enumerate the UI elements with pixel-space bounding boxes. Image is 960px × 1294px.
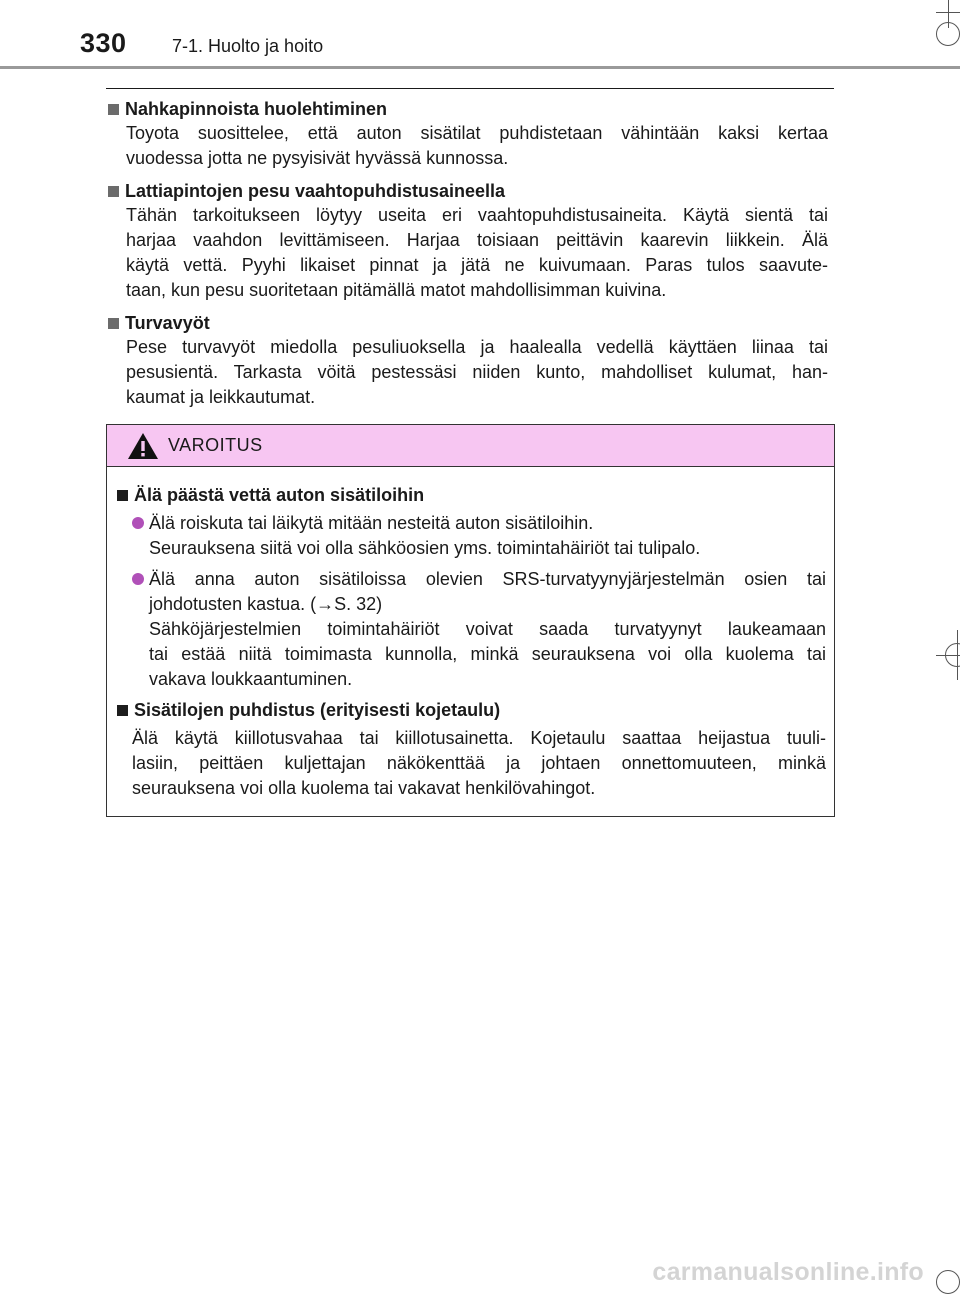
warning-triangle-icon	[127, 432, 159, 460]
round-bullet-icon	[132, 517, 144, 529]
paragraph-line: pesusientä. Tarkasta vöitä pestessäsi niiden kunto, mahdolliset kulumat, han-	[126, 362, 828, 382]
content-top-rule	[106, 88, 834, 89]
paragraph-line: lasiin, peittäen kuljettajan näkökenttää ja johtaen onnettomuuteen, minkä	[132, 753, 826, 773]
section-heading: Turvavyöt	[125, 313, 210, 333]
paragraph-line: Tähän tarkoitukseen löytyy useita eri vaahtopuhdistusaineita. Käytä sientä tai	[126, 205, 828, 225]
square-bullet-icon	[108, 104, 119, 115]
crop-mark-top	[936, 12, 960, 13]
page-reference-link[interactable]: S. 32)	[334, 594, 383, 614]
registration-mark-bottom	[936, 1270, 960, 1294]
paragraph-line: Sähköjärjestelmien toimintahäiriöt voivat saada turvatyynyt laukeamaan	[149, 619, 826, 639]
header-rule	[0, 66, 960, 69]
section-floor-cleaning	[106, 179, 828, 303]
paragraph-line: vakava loukkaantuminen.	[149, 669, 353, 689]
warning-body	[107, 467, 834, 801]
warning-subheading: Sisätilojen puhdistus (erityisesti kojetaulu)	[134, 700, 501, 720]
paragraph-line: Toyota suosittelee, että auton sisätilat puhdistetaan vähintään kaksi kertaa	[126, 123, 828, 143]
paragraph-line: käytä vettä. Pyyhi likaiset pinnat ja jätä ne kuivumaan. Paras tulos saavute-	[126, 255, 828, 275]
section-seatbelts	[106, 311, 828, 410]
paragraph-line: Älä anna auton sisätiloissa olevien SRS-turvatyynyjärjestelmän osien tai	[149, 569, 826, 589]
square-bullet-icon	[117, 490, 128, 501]
section-leather-care	[106, 97, 828, 171]
round-bullet-icon	[132, 573, 144, 585]
paragraph-line: vuodessa jotta ne pysyisivät hyvässä kunnossa.	[126, 148, 509, 168]
section-heading: Lattiapintojen pesu vaahtopuhdistusaineella	[125, 181, 506, 201]
paragraph-line: Pese turvavyöt miedolla pesuliuoksella ja haalealla vedellä käyttäen liinaa tai	[126, 337, 828, 357]
footer-watermark: carmanualsonline.info	[652, 1258, 924, 1286]
paragraph-line: Älä käytä kiillotusvahaa tai kiillotusainetta. Kojetaulu saattaa heijastua tuuli-	[132, 728, 826, 748]
square-bullet-icon	[108, 318, 119, 329]
square-bullet-icon	[117, 705, 128, 716]
body-sections	[106, 97, 828, 418]
paragraph-line: harjaa vaahdon levittämiseen. Harjaa toisiaan peittävin kaarevin liikkein. Älä	[126, 230, 828, 250]
warning-box	[106, 424, 835, 817]
warning-title: VAROITUS	[168, 435, 263, 455]
warning-bullet	[132, 511, 826, 561]
arrow-icon: →	[316, 594, 335, 614]
section-heading: Nahkapinnoista huolehtiminen	[125, 99, 388, 119]
paragraph-line: seurauksena voi olla kuolema tai vakavat henkilövahingot.	[132, 778, 596, 798]
paragraph-line: Älä roiskuta tai läikytä mitään nesteitä auton sisätiloihin.	[149, 513, 594, 533]
warning-bullet	[132, 567, 826, 692]
paragraph-line: Seurauksena siitä voi olla sähköosien yms. toimintahäiriöt tai tulipalo.	[149, 538, 701, 558]
square-bullet-icon	[108, 186, 119, 197]
paragraph-line: kaumat ja leikkautumat.	[126, 387, 316, 407]
paragraph-line: taan, kun pesu suoritetaan pitämällä matot mahdollisimman kuivina.	[126, 280, 667, 300]
section-title: 7-1. Huolto ja hoito	[172, 36, 324, 56]
registration-mark-top	[936, 22, 960, 46]
paragraph-line: tai estää niitä toimimasta kunnolla, minkä seurauksena voi olla kuolema tai	[149, 644, 826, 664]
paragraph-line: johdotusten kastua. (→S. 32)	[149, 594, 383, 614]
page-number: 330	[80, 28, 127, 58]
warning-header	[107, 425, 834, 467]
warning-subheading: Älä päästä vettä auton sisätiloihin	[134, 485, 425, 505]
crop-mark-middle	[957, 630, 958, 680]
